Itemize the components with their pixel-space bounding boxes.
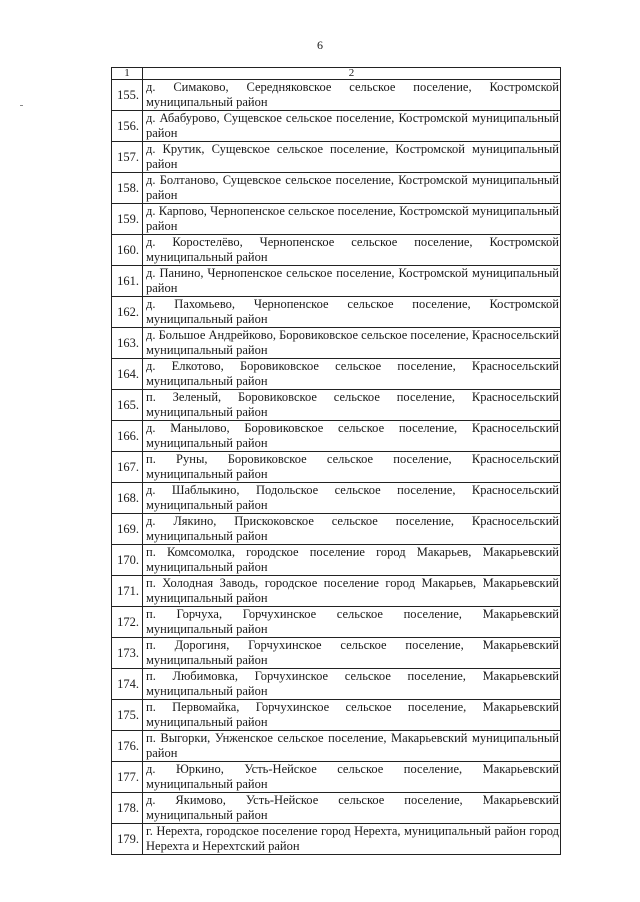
row-number: 158. — [112, 173, 143, 204]
row-number: 164. — [112, 359, 143, 390]
row-number: 161. — [112, 266, 143, 297]
settlement-description: д. Панино, Чернопенское сельское поселение, Костромской муниципальный район — [146, 266, 559, 295]
row-number: 171. — [112, 576, 143, 607]
column-header-number: 1 — [112, 68, 143, 80]
page-number: 6 — [317, 38, 323, 52]
row-settlement-text — [143, 700, 561, 731]
row-settlement-text — [143, 607, 561, 638]
row-number: 160. — [112, 235, 143, 266]
table-row — [112, 297, 561, 328]
settlement-description: п. Выгорки, Унженское сельское поселение, Макарьевский муниципальный район — [146, 731, 559, 760]
table-row — [112, 452, 561, 483]
settlement-description: г. Нерехта, городское поселение город Нерехта, муниципальный район город Нерехта и Нерехтский район — [146, 824, 559, 853]
row-number: 173. — [112, 638, 143, 669]
row-settlement-text — [143, 762, 561, 793]
row-settlement-text — [143, 390, 561, 421]
settlement-description: д. Пахомьево, Чернопенское сельское поселение, Костромской муниципальный район — [146, 297, 559, 326]
row-settlement-text — [143, 235, 561, 266]
table-row — [112, 576, 561, 607]
settlement-description: п. Холодная Заводь, городское поселение город Макарьев, Макарьевский муниципальный район — [146, 576, 559, 605]
row-number: 169. — [112, 514, 143, 545]
table-row — [112, 359, 561, 390]
table-row — [112, 173, 561, 204]
table-row — [112, 669, 561, 700]
table-row — [112, 545, 561, 576]
row-settlement-text — [143, 452, 561, 483]
scan-artifact — [20, 105, 23, 106]
table-header-row — [112, 68, 561, 80]
settlement-description: д. Большое Андрейково, Боровиковское сельское поселение, Красносельский муниципальный район — [146, 328, 560, 357]
row-settlement-text — [143, 824, 561, 855]
settlement-description: д. Лякино, Прискоковское сельское поселение, Красносельский муниципальный район — [146, 514, 559, 543]
settlement-description: д. Карпово, Чернопенское сельское поселение, Костромской муниципальный район — [146, 204, 559, 233]
row-number: 177. — [112, 762, 143, 793]
row-number: 165. — [112, 390, 143, 421]
settlements-table — [111, 67, 561, 855]
row-settlement-text — [143, 204, 561, 235]
table-row — [112, 328, 561, 359]
row-number: 172. — [112, 607, 143, 638]
table-row — [112, 483, 561, 514]
settlement-description: д. Якимово, Усть-Нейское сельское поселение, Макарьевский муниципальный район — [146, 793, 559, 822]
row-settlement-text — [143, 111, 561, 142]
row-settlement-text — [143, 421, 561, 452]
row-number: 162. — [112, 297, 143, 328]
column-header-text: 2 — [143, 68, 561, 80]
table-row — [112, 421, 561, 452]
table-row — [112, 80, 561, 111]
settlement-description: п. Комсомолка, городское поселение город Макарьев, Макарьевский муниципальный район — [146, 545, 559, 574]
row-settlement-text — [143, 328, 561, 359]
settlement-description: д. Болтаново, Сущевское сельское поселение, Костромской муниципальный район — [146, 173, 559, 202]
row-number: 156. — [112, 111, 143, 142]
row-number: 176. — [112, 731, 143, 762]
settlement-description: п. Первомайка, Горчухинское сельское поселение, Макарьевский муниципальный район — [146, 700, 559, 729]
table-row — [112, 607, 561, 638]
table-row — [112, 390, 561, 421]
row-number: 170. — [112, 545, 143, 576]
table-row — [112, 638, 561, 669]
settlement-description: п. Дорогиня, Горчухинское сельское поселение, Макарьевский муниципальный район — [146, 638, 559, 667]
row-number: 179. — [112, 824, 143, 855]
row-number: 175. — [112, 700, 143, 731]
settlement-description: п. Любимовка, Горчухинское сельское поселение, Макарьевский муниципальный район — [146, 669, 559, 698]
settlement-description: д. Юркино, Усть-Нейское сельское поселение, Макарьевский муниципальный район — [146, 762, 559, 791]
row-settlement-text — [143, 638, 561, 669]
settlement-description: д. Крутик, Сущевское сельское поселение, Костромской муниципальный район — [146, 142, 559, 171]
settlement-description: д. Симаково, Середняковское сельское поселение, Костромской муниципальный район — [146, 80, 559, 109]
table-row — [112, 824, 561, 855]
row-settlement-text — [143, 173, 561, 204]
table-row — [112, 235, 561, 266]
settlement-description: п. Горчуха, Горчухинское сельское поселение, Макарьевский муниципальный район — [146, 607, 559, 636]
row-settlement-text — [143, 669, 561, 700]
table-row — [112, 142, 561, 173]
row-settlement-text — [143, 731, 561, 762]
settlement-description: д. Абабурово, Сущевское сельское поселение, Костромской муниципальный район — [146, 111, 559, 140]
row-number: 163. — [112, 328, 143, 359]
row-number: 155. — [112, 80, 143, 111]
table-row — [112, 266, 561, 297]
row-number: 159. — [112, 204, 143, 235]
table-body — [112, 68, 561, 855]
table-row — [112, 700, 561, 731]
row-number: 174. — [112, 669, 143, 700]
table-row — [112, 762, 561, 793]
settlement-description: д. Елкотово, Боровиковское сельское поселение, Красносельский муниципальный район — [146, 359, 559, 388]
row-settlement-text — [143, 142, 561, 173]
settlement-description: д. Манылово, Боровиковское сельское поселение, Красносельский муниципальный район — [146, 421, 559, 450]
settlement-description: п. Зеленый, Боровиковское сельское поселение, Красносельский муниципальный район — [146, 390, 559, 419]
row-settlement-text — [143, 514, 561, 545]
row-number: 167. — [112, 452, 143, 483]
row-settlement-text — [143, 483, 561, 514]
settlement-description: д. Коростелёво, Чернопенское сельское поселение, Костромской муниципальный район — [146, 235, 559, 264]
row-settlement-text — [143, 359, 561, 390]
row-settlement-text — [143, 545, 561, 576]
table-row — [112, 514, 561, 545]
settlement-description: п. Руны, Боровиковское сельское поселение, Красносельский муниципальный район — [146, 452, 559, 481]
table-row — [112, 731, 561, 762]
table-row — [112, 793, 561, 824]
row-number: 166. — [112, 421, 143, 452]
row-settlement-text — [143, 80, 561, 111]
settlement-description: д. Шаблыкино, Подольское сельское поселение, Красносельский муниципальный район — [146, 483, 559, 512]
row-number: 168. — [112, 483, 143, 514]
row-settlement-text — [143, 576, 561, 607]
row-settlement-text — [143, 297, 561, 328]
row-number: 178. — [112, 793, 143, 824]
table-row — [112, 204, 561, 235]
table-row — [112, 111, 561, 142]
row-number: 157. — [112, 142, 143, 173]
row-settlement-text — [143, 266, 561, 297]
row-settlement-text — [143, 793, 561, 824]
